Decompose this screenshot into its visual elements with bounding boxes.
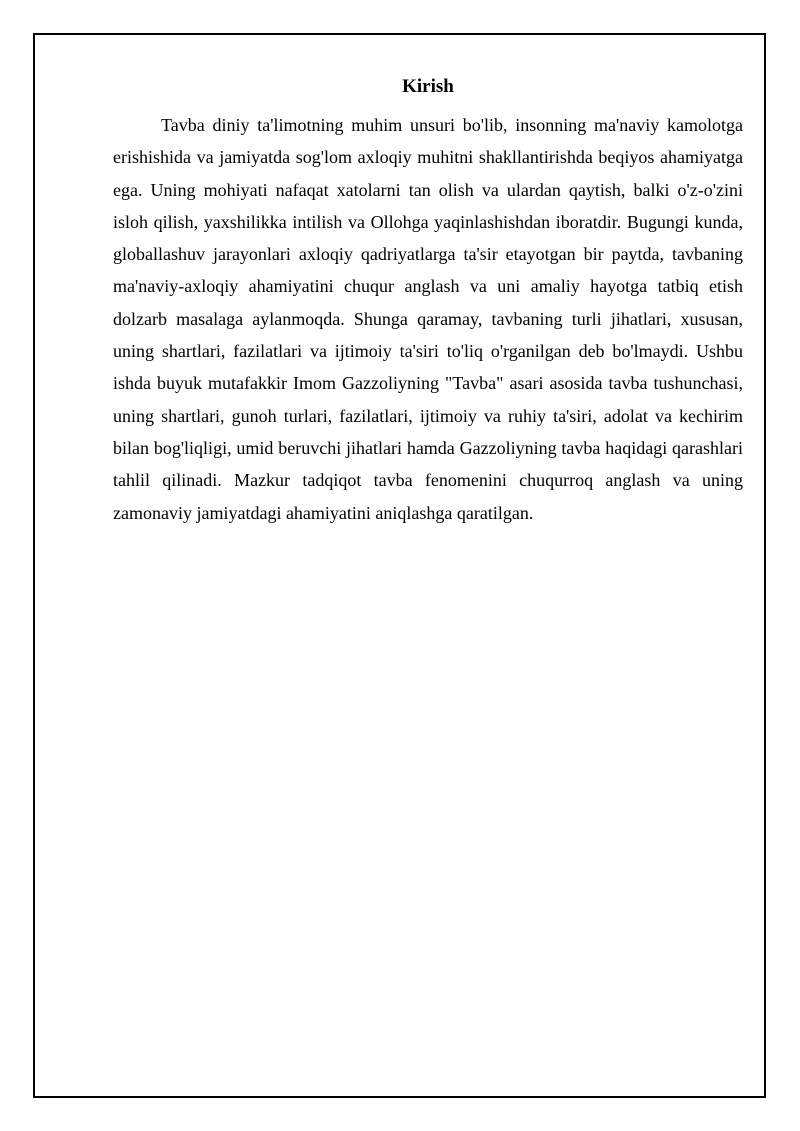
- section-heading: Kirish: [402, 76, 454, 97]
- body-paragraph: Tavba diniy ta'limotning muhim unsuri bo'lib, insonning ma'naviy kamolotga erishishida va jamiyatda sog'lom axloqiy muhitni shakllantirishda beqiyos ahamiyatga ega. Uning mohiyati nafaqat xatolarni tan olish va ulardan qaytish, balki o'z-o'zini isloh qilish, yaxshilikka intilish va Ollohga yaqinlashishdan iboratdir. Bugungi kunda, globallashuv jarayonlari axloqiy qadriyatlarga ta'sir etayotgan bir paytda, tavbaning ma'naviy-axloqiy ahamiyatini chuqur anglash va uni amaliy hayotga tatbiq etish dolzarb masalaga aylanmoqda. Shunga qaramay, tavbaning turli jihatlari, xususan, uning shartlari, fazilatlari va ijtimoiy ta'siri to'liq o'rganilgan deb bo'lmaydi. Ushbu ishda buyuk mutafakkir Imom Gazzoliyning "Tavba" asari asosida tavba tushunchasi, uning shartlari, gunoh turlari, fazilatlari, ijtimoiy va ruhiy ta'siri, adolat va kechirim bilan bog'liqligi, umid beruvchi jihatlari hamda Gazzoliyning tavba haqidagi qarashlari tahlil qilinadi. Mazkur tadqiqot tavba fenomenini chuqurroq anglash va uning zamonaviy jamiyatdagi ahamiyatini aniqlashga qaratilgan.: [113, 115, 743, 523]
